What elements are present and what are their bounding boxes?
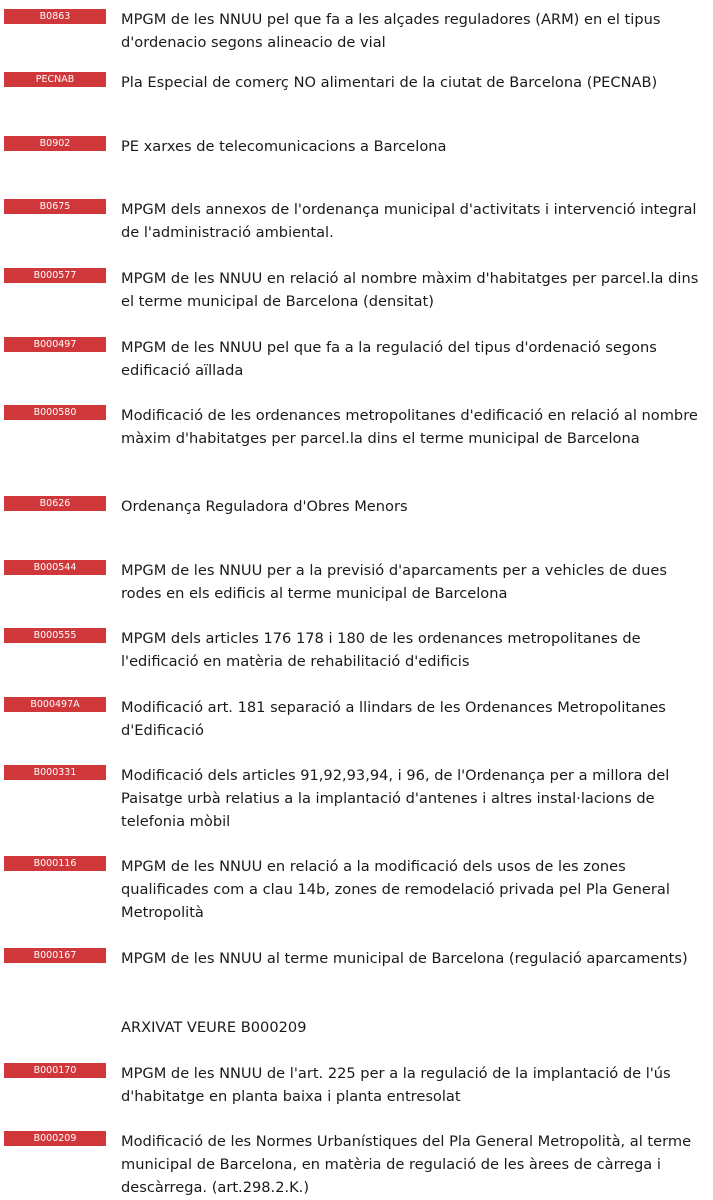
code-badge: B000577 — [4, 268, 106, 283]
code-badge: B000209 — [4, 1131, 106, 1146]
entry-description: Modificació de les Normes Urbanístiques del Pla General Metropolità, al terme municipal de Barcelona, en matèria de regulació de les àrees de càrrega i descàrrega. (art.298.2.K.) — [121, 1133, 692, 1196]
entry-description: MPGM dels annexos de l'ordenança municipal d'activitats i intervenció integral de l'administració ambiental. — [121, 201, 697, 241]
entry-description: Pla Especial de comerç NO alimentari de la ciutat de Barcelona (PECNAB) — [121, 74, 658, 91]
code-badge: PECNAB — [4, 72, 106, 87]
entry-description: Ordenança Reguladora d'Obres Menors — [121, 498, 408, 515]
code-badge: B0863 — [4, 9, 106, 24]
entry-description: MPGM de les NNUU al terme municipal de Barcelona (regulació aparcaments) — [121, 950, 688, 967]
entry-description: ARXIVAT VEURE B000209 — [121, 1019, 307, 1036]
entry-description: Modificació de les ordenances metropolitanes d'edificació en relació al nombre màxim d'habitatges per parcel.la dins el terme municipal de Barcelona — [121, 407, 698, 447]
entry-description: MPGM de les NNUU per a la previsió d'aparcaments per a vehicles de dues rodes en els edificis al terme municipal de Barcelona — [121, 562, 667, 602]
code-badge: B0675 — [4, 199, 106, 214]
entry-description: MPGM de les NNUU pel que fa a la regulació del tipus d'ordenació segons edificació aïllada — [121, 339, 657, 379]
code-badge: B0902 — [4, 136, 106, 151]
code-badge: B0626 — [4, 496, 106, 511]
code-badge: B000555 — [4, 628, 106, 643]
entry-description: MPGM de les NNUU pel que fa a les alçades reguladores (ARM) en el tipus d'ordenacio segons alineacio de vial — [121, 11, 661, 51]
entry-description: MPGM de les NNUU en relació a la modificació dels usos de les zones qualificades com a clau 14b, zones de remodelació privada pel Pla General Metropolità — [121, 858, 670, 921]
code-badge: B000167 — [4, 948, 106, 963]
entry-description: MPGM de les NNUU de l'art. 225 per a la regulació de la implantació de l'ús d'habitatge en planta baixa i planta entresolat — [121, 1065, 671, 1105]
entry-description: PE xarxes de telecomunicacions a Barcelona — [121, 138, 447, 155]
code-badge: B000580 — [4, 405, 106, 420]
code-badge: B000544 — [4, 560, 106, 575]
entry-description: MPGM dels articles 176 178 i 180 de les ordenances metropolitanes de l'edificació en matèria de rehabilitació d'edificis — [121, 630, 641, 670]
code-badge: B000116 — [4, 856, 106, 871]
code-badge: B000331 — [4, 765, 106, 780]
code-badge: B000170 — [4, 1063, 106, 1078]
entry-description: Modificació art. 181 separació a llindars de les Ordenances Metropolitanes d'Edificació — [121, 699, 666, 739]
entry-description: MPGM de les NNUU en relació al nombre màxim d'habitatges per parcel.la dins el terme municipal de Barcelona (densitat) — [121, 270, 699, 310]
code-badge: B000497A — [4, 697, 106, 712]
entry-description: Modificació dels articles 91,92,93,94, i 96, de l'Ordenança per a millora del Paisatge urbà relatius a la implantació d'antenes i altres instal·lacions de telefonia mòbil — [121, 767, 670, 830]
code-badge: B000497 — [4, 337, 106, 352]
